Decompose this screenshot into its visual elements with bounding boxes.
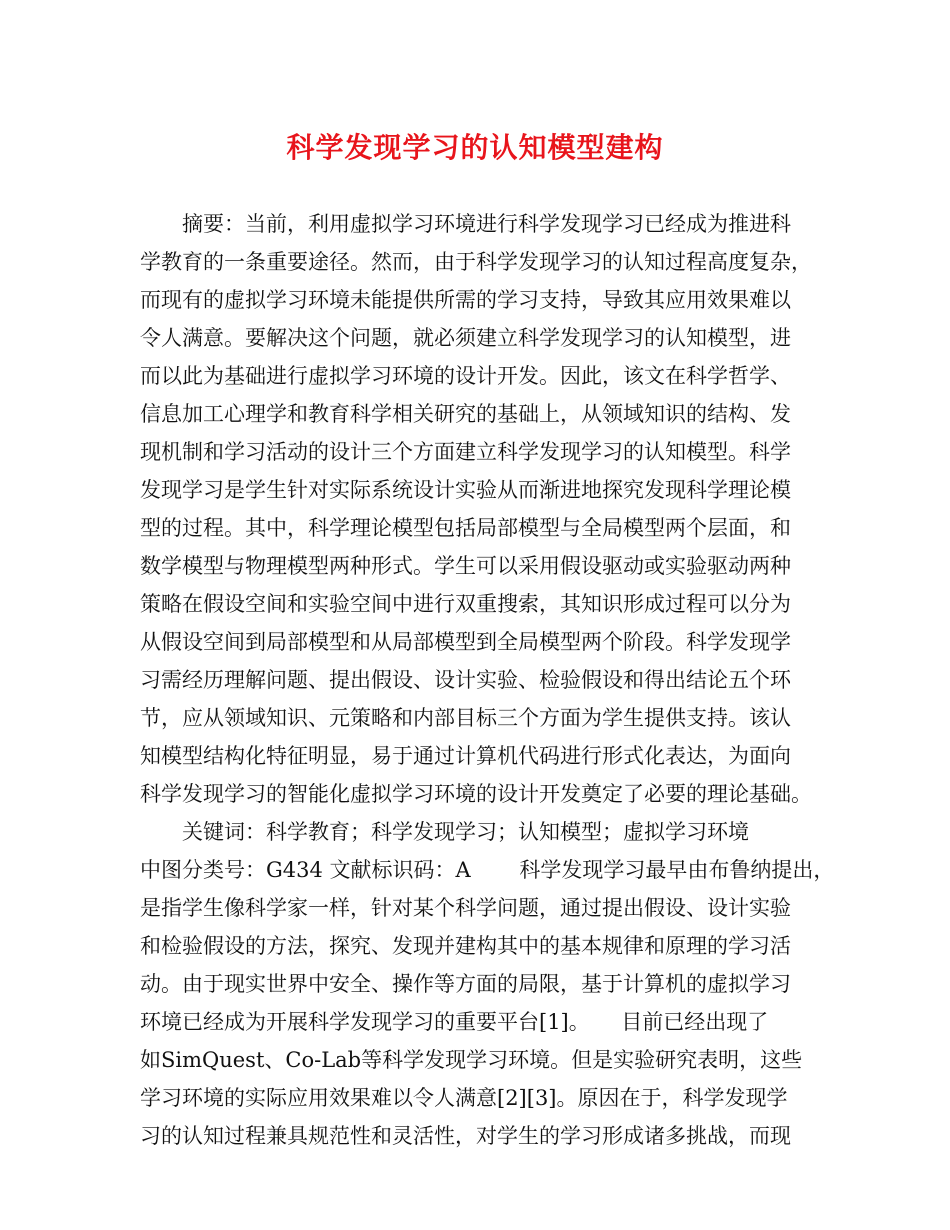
text-line: 令人满意。要解决这个问题，就必须建立科学发现学习的认知模型，进 [140,326,791,350]
text-line: 知模型结构化特征明显，易于通过计算机代码进行形式化表达，为面向 [140,744,791,768]
text-line: 现机制和学习活动的设计三个方面建立科学发现学习的认知模型。科学 [140,440,791,464]
text-line: 从假设空间到局部模型和从局部模型到全局模型两个阶段。科学发现学 [140,630,791,654]
text-line: 而以此为基础进行虚拟学习环境的设计开发。因此，该文在科学哲学、 [140,364,791,388]
text-line: 型的过程。其中，科学理论模型包括局部模型与全局模型两个层面，和 [140,516,791,540]
text-line: 数学模型与物理模型两种形式。学生可以采用假设驱动或实验驱动两种 [140,554,791,578]
text-line: 如SimQuest、Co-Lab等科学发现学习环境。但是实验研究表明，这些 [140,1048,803,1072]
text-line: 学教育的一条重要途径。然而，由于科学发现学习的认知过程高度复杂， [140,250,812,274]
text-line: 习需经历理解问题、提出假设、设计实验、检验假设和得出结论五个环 [140,668,791,692]
classification-line: 中图分类号：G434 文献标识码：A 科学发现学习最早由布鲁纳提出， [140,858,835,882]
text-line: 策略在假设空间和实验空间中进行双重搜索，其知识形成过程可以分为 [140,592,791,616]
document-title: 科学发现学习的认知模型建构 [286,131,664,164]
text-line: 习的认知过程兼具规范性和灵活性，对学生的学习形成诸多挑战，而现 [140,1124,791,1148]
text-line: 动。由于现实世界中安全、操作等方面的局限，基于计算机的虚拟学习 [140,972,791,996]
text-line: 环境已经成为开展科学发现学习的重要平台[1]。 目前已经出现了 [140,1010,769,1034]
text-line: 而现有的虚拟学习环境未能提供所需的学习支持，导致其应用效果难以 [140,288,791,312]
text-line: 信息加工心理学和教育科学相关研究的基础上，从领域知识的结构、发 [140,402,791,426]
text-line: 节，应从领域知识、元策略和内部目标三个方面为学生提供支持。该认 [140,706,791,730]
text-line: 学习环境的实际应用效果难以令人满意[2][3]。原因在于，科学发现学 [140,1086,788,1110]
keywords-line: 关键词：科学教育；科学发现学习；认知模型；虚拟学习环境 [140,820,749,844]
text-line: 和检验假设的方法，探究、发现并建构其中的基本规律和原理的学习活 [140,934,791,958]
text-line: 科学发现学习的智能化虚拟学习环境的设计开发奠定了必要的理论基础。 [140,782,812,806]
text-line: 是指学生像科学家一样，针对某个科学问题，通过提出假设、设计实验 [140,896,791,920]
text-line: 摘要：当前，利用虚拟学习环境进行科学发现学习已经成为推进科 [140,212,791,236]
text-line: 发现学习是学生针对实际系统设计实验从而渐进地探究发现科学理论模 [140,478,791,502]
